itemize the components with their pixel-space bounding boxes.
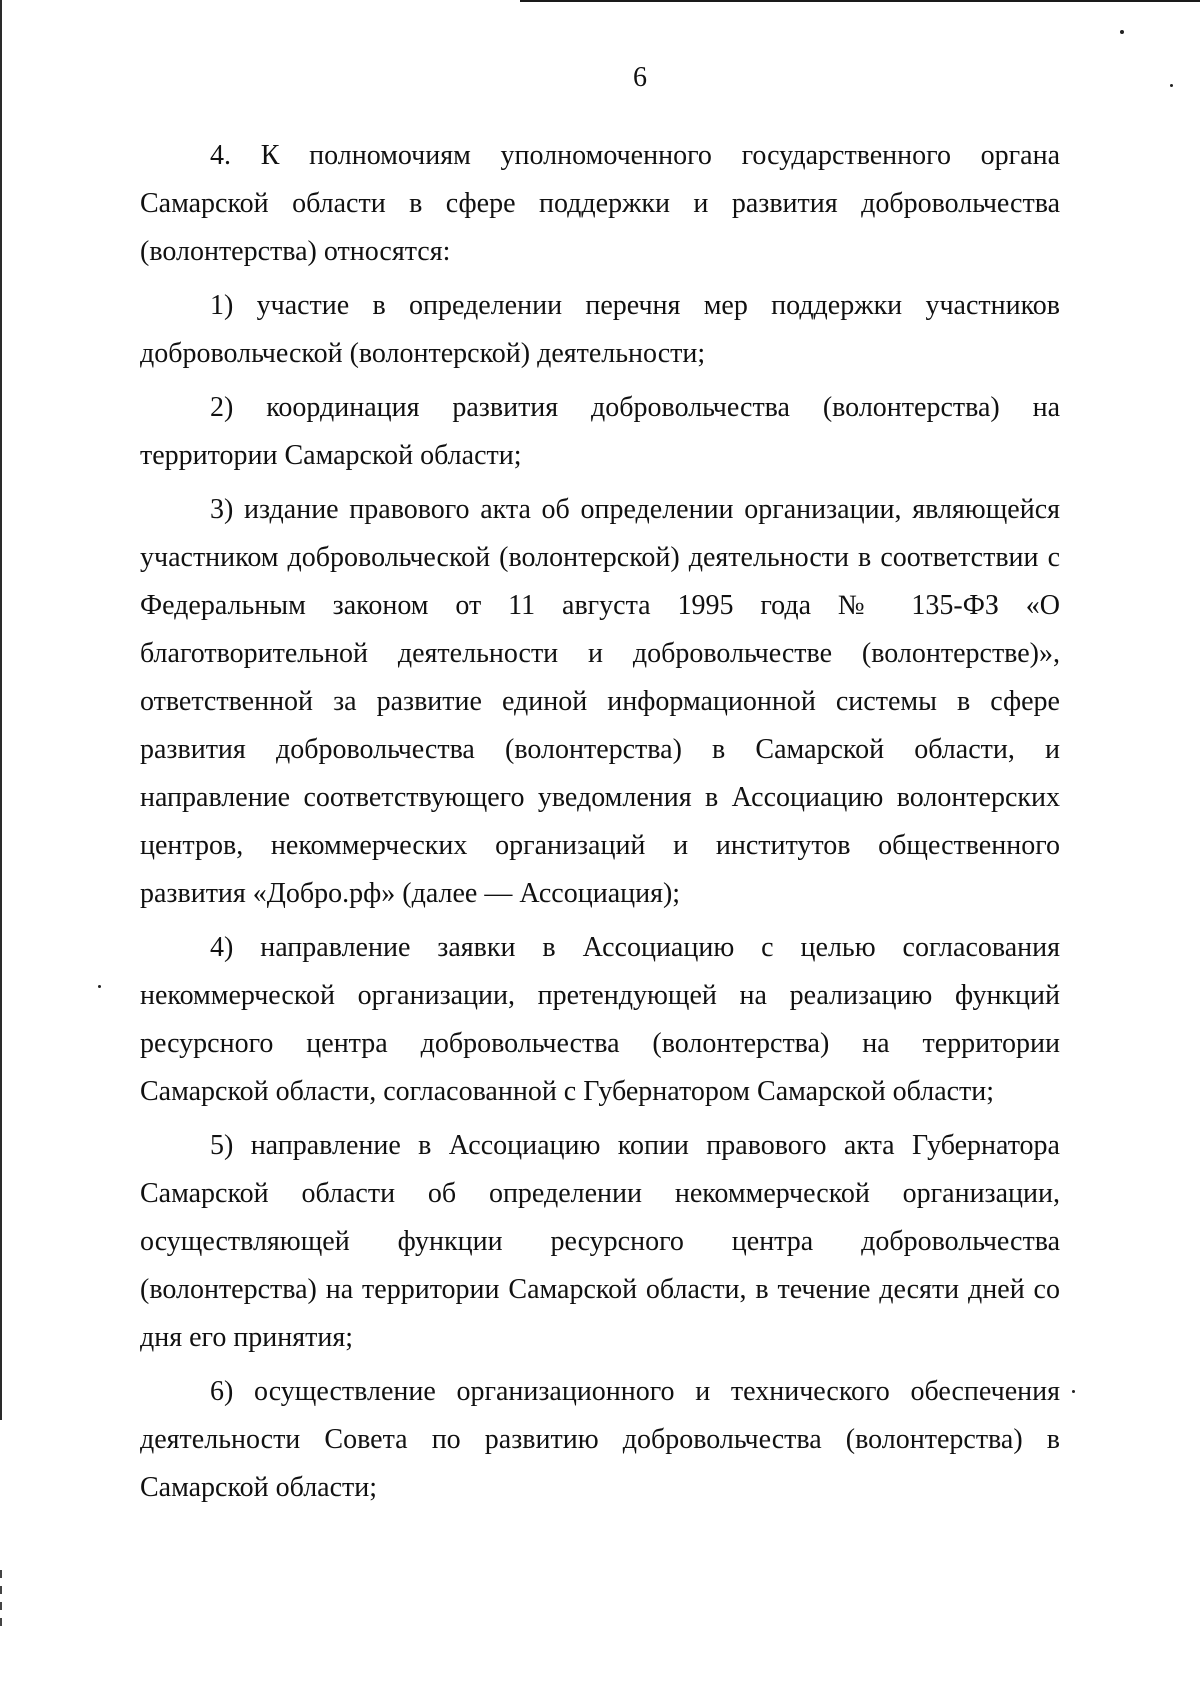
scan-speck xyxy=(98,985,101,988)
list-item-4: 4) направление заявки в Ассоциацию с целью согласования некоммерческой организации, претендующей на реализацию функций ресурсного центра добровольчества (волонтерства) на территории Самарской области, согласованной с Губернатором Самарской области; xyxy=(140,932,1060,1107)
scan-speck xyxy=(1072,1390,1075,1393)
list-item-1: 1) участие в определении перечня мер поддержки участников добровольческой (волонтерской) деятельности; xyxy=(140,290,1060,369)
document-body xyxy=(140,132,1060,1518)
scan-speck xyxy=(1120,30,1124,34)
scan-border-left xyxy=(0,0,2,1420)
list-item-2: 2) координация развития добровольчества (волонтерства) на территории Самарской области; xyxy=(140,392,1060,471)
list-item-6: 6) осуществление организационного и технического обеспечения деятельности Совета по развитию добровольчества (волонтерства) в Самарской области; xyxy=(140,1376,1060,1503)
scan-border-top xyxy=(520,0,1200,2)
scan-border-left-dashed xyxy=(0,1570,2,1630)
list-item-5: 5) направление в Ассоциацию копии правового акта Губернатора Самарской области об определении некоммерческой организации, осуществляющей функции ресурсного центра добровольчества (волонтерства) на территории Самарской области, в течение десяти дней со дня его принятия; xyxy=(140,1130,1060,1353)
page-number: 6 xyxy=(633,62,647,93)
list-item-3: 3) издание правового акта об определении организации, являющейся участником добровольческой (волонтерской) деятельности в соответствии с Федеральным законом от 11 августа 1995 года № 135-ФЗ «О благотворительной деятельности и добровольчестве (волонтерстве)», ответственной за развитие единой информационной системы в сфере развития добровольчества (волонтерства) в Самарской области, и направление соответствующего уведомления в Ассоциацию волонтерских центров, некоммерческих организаций и институтов общественного развития «Добро.рф» (далее — Ассоциация); xyxy=(140,494,1060,909)
paragraph-intro: 4. К полномочиям уполномоченного государственного органа Самарской области в сфере поддержки и развития добровольчества (волонтерства) относятся: xyxy=(140,140,1060,267)
